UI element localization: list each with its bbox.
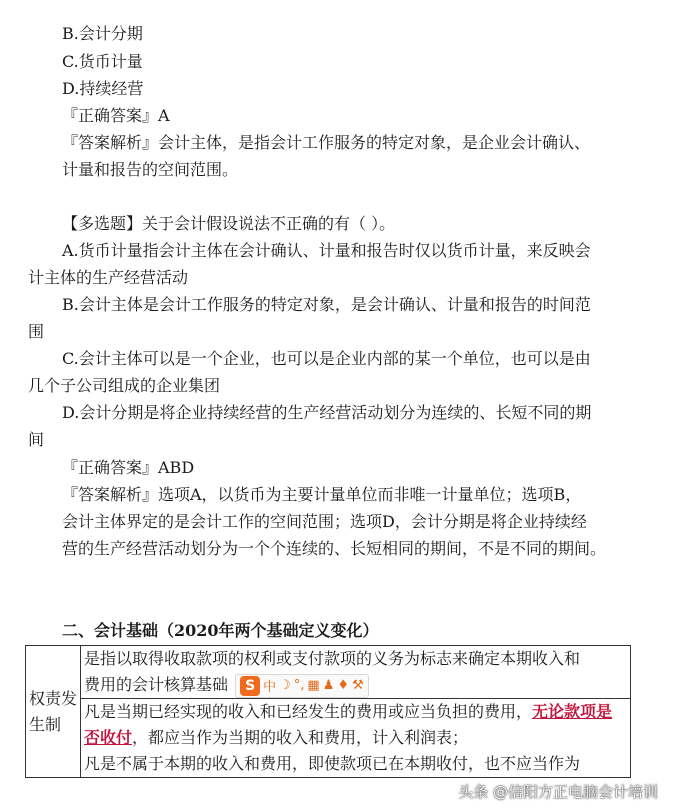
user-icon[interactable]: ♟: [322, 678, 335, 693]
q2-explanation-line3: 营的生产经营活动划分为一个个连续的、长短相同的期间，不是不同的期间。: [62, 539, 607, 558]
rule-text-line3: 凡是不属于本期的收入和费用，即使款项已在本期收付，也不应当作为: [84, 754, 581, 773]
q1-option-b: B.会计分期: [62, 24, 143, 43]
q1-explanation-line1: 『答案解析』会计主体，是指会计工作服务的特定对象，是企业会计确认、: [62, 133, 591, 152]
q2-answer: 『正确答案』ABD: [62, 458, 195, 477]
definition-table: [25, 645, 631, 778]
rule-cell: [81, 699, 631, 778]
q2-option-c-line2: 几个子公司组成的企业集团: [28, 376, 221, 395]
moon-icon[interactable]: ☽: [279, 678, 291, 693]
ime-toolbar[interactable]: [235, 674, 369, 698]
q2-explanation-line2: 会计主体界定的是会计工作的空间范围；选项D，会计分期是将企业持续经: [62, 512, 587, 531]
watermark: 头条 @信阳方正电脑会计培训: [458, 783, 658, 801]
wrench-icon[interactable]: ⚒: [352, 678, 364, 693]
keyboard-icon[interactable]: ▦: [307, 678, 320, 693]
rule-text-part1: 凡是当期已经实现的收入和已经发生的费用或应当负担的费用，: [84, 702, 533, 721]
rule-highlight: 无论款项是否收付: [84, 702, 613, 747]
q2-stem: 【多选题】关于会计假设说法不正确的有（ ）。: [62, 214, 396, 233]
definition-line2: 费用的会计核算基础: [84, 675, 229, 694]
q1-answer: 『正确答案』A: [62, 106, 170, 125]
q2-option-d-line2: 间: [28, 430, 45, 449]
definition-cell: [81, 646, 631, 699]
chinese-mode-icon[interactable]: 中: [263, 680, 277, 695]
q2-option-c-line1: C.会计主体可以是一个企业，也可以是企业内部的某一个单位，也可以是由: [62, 349, 591, 368]
q2-option-d-line1: D.会计分期是将企业持续经营的生产经营活动划分为连续的、长短不同的期: [62, 403, 592, 422]
skin-icon[interactable]: ♦: [337, 678, 350, 693]
sogou-logo-icon[interactable]: S: [240, 676, 260, 696]
q2-option-a-line2: 计主体的生产经营活动: [28, 268, 189, 287]
q2-option-a-line1: A.货币计量指会计主体在会计确认、计量和报告时仅以货币计量，来反映会: [62, 241, 591, 260]
q2-option-b-line1: B.会计主体是会计工作服务的特定对象，是会计确认、计量和报告的时间范: [62, 295, 591, 314]
table-row: [26, 646, 631, 699]
punctuation-icon[interactable]: °,: [293, 678, 305, 693]
section-heading: 二、会计基础（2020年两个基础定义变化）: [62, 621, 379, 640]
term-cell: 权责发生制: [26, 646, 81, 778]
q1-explanation-line2: 计量和报告的空间范围。: [62, 160, 239, 179]
q1-option-c: C.货币计量: [62, 52, 143, 71]
q2-explanation-line1: 『答案解析』选项A，以货币为主要计量单位而非唯一计量单位；选项B，: [62, 485, 582, 504]
definition-line1: 是指以取得收取款项的权利或支付款项的义务为标志来确定本期收入和: [84, 649, 581, 668]
rule-text-part2: ，都应当作为当期的收入和费用，计入利润表；: [132, 728, 469, 747]
q1-option-d: D.持续经营: [62, 79, 144, 98]
q2-option-b-line2: 围: [28, 322, 45, 341]
table-row: [26, 699, 631, 778]
